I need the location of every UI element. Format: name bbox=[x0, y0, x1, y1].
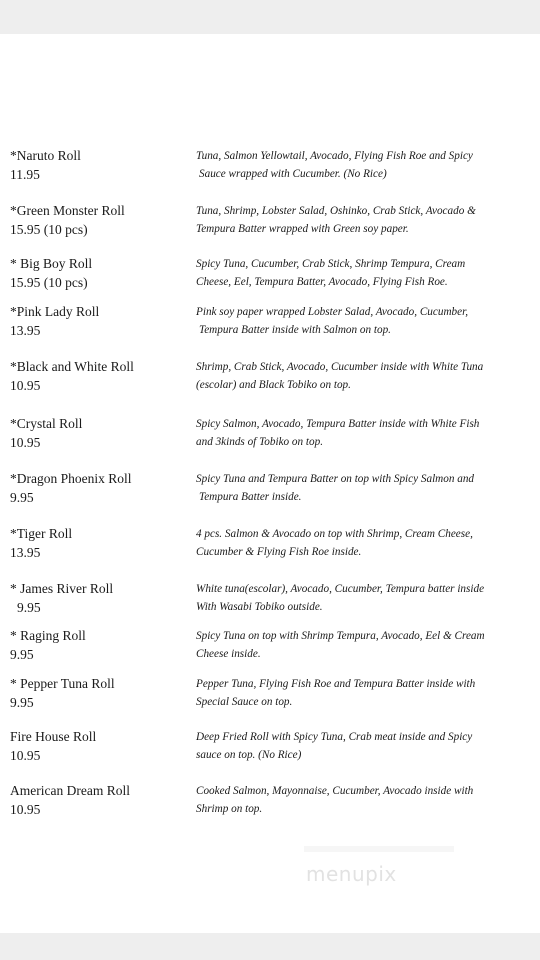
item-name: *Pink Lady Roll bbox=[10, 304, 100, 319]
bottom-gray-band bbox=[0, 933, 540, 960]
description-line: Tuna, Salmon Yellowtail, Avocado, Flying Fish Roe and Spicy bbox=[196, 150, 473, 162]
item-name: *Naruto Roll bbox=[10, 148, 81, 163]
item-description bbox=[196, 415, 526, 451]
item-price: 9.95 bbox=[10, 490, 34, 505]
item-description bbox=[196, 675, 526, 711]
item-price: 11.95 bbox=[10, 167, 40, 182]
description-line: Shrimp on top. bbox=[196, 803, 263, 815]
description-line: Cheese, Eel, Tempura Batter, Avocado, Flying Fish Roe. bbox=[196, 276, 448, 288]
item-description bbox=[196, 255, 526, 291]
description-line: Tempura Batter wrapped with Green soy paper. bbox=[196, 223, 409, 235]
item-name: *Green Monster Roll bbox=[10, 203, 125, 218]
item-description bbox=[196, 202, 526, 238]
watermark-faint-line bbox=[304, 846, 454, 852]
item-price: 15.95 (10 pcs) bbox=[10, 275, 88, 290]
description-line: Deep Fried Roll with Spicy Tuna, Crab meat inside and Spicy bbox=[196, 731, 473, 743]
description-line: and 3kinds of Tobiko on top. bbox=[196, 436, 324, 448]
item-description bbox=[196, 728, 526, 764]
description-line: Spicy Tuna on top with Shrimp Tempura, Avocado, Eel & Cream bbox=[196, 630, 485, 642]
menu-page bbox=[0, 34, 540, 933]
description-line: sauce on top. (No Rice) bbox=[196, 749, 302, 761]
item-name: American Dream Roll bbox=[10, 783, 130, 798]
item-price: 9.95 bbox=[17, 600, 41, 615]
description-line: Sauce wrapped with Cucumber. (No Rice) bbox=[199, 168, 387, 180]
item-price: 10.95 bbox=[10, 802, 41, 817]
item-name: * Big Boy Roll bbox=[10, 256, 93, 271]
item-price: 9.95 bbox=[10, 647, 34, 662]
description-line: Special Sauce on top. bbox=[196, 696, 293, 708]
description-line: Spicy Tuna, Cucumber, Crab Stick, Shrimp Tempura, Cream bbox=[196, 258, 466, 270]
item-description bbox=[196, 303, 526, 339]
menupix-watermark: menupix bbox=[306, 862, 397, 886]
description-line: Tuna, Shrimp, Lobster Salad, Oshinko, Crab Stick, Avocado & bbox=[196, 205, 476, 217]
description-line: Spicy Tuna and Tempura Batter on top with Spicy Salmon and bbox=[196, 473, 475, 485]
description-line: Pepper Tuna, Flying Fish Roe and Tempura Batter inside with bbox=[196, 678, 476, 690]
item-price: 10.95 bbox=[10, 748, 41, 763]
description-line: Tempura Batter inside. bbox=[199, 491, 302, 503]
item-price: 10.95 bbox=[10, 435, 41, 450]
item-price: 13.95 bbox=[10, 323, 41, 338]
item-price: 15.95 (10 pcs) bbox=[10, 222, 88, 237]
description-line: 4 pcs. Salmon & Avocado on top with Shrimp, Cream Cheese, bbox=[196, 528, 473, 540]
item-name: *Black and White Roll bbox=[10, 359, 134, 374]
item-description bbox=[196, 627, 526, 663]
description-line: (escolar) and Black Tobiko on top. bbox=[196, 379, 351, 391]
description-line: Cheese inside. bbox=[196, 648, 261, 660]
item-price: 10.95 bbox=[10, 378, 41, 393]
item-name: *Crystal Roll bbox=[10, 416, 83, 431]
item-description bbox=[196, 358, 526, 394]
description-line: Pink soy paper wrapped Lobster Salad, Avocado, Cucumber, bbox=[196, 306, 468, 318]
item-price: 13.95 bbox=[10, 545, 41, 560]
item-price: 9.95 bbox=[10, 695, 34, 710]
item-description bbox=[196, 147, 526, 183]
item-name: Fire House Roll bbox=[10, 729, 97, 744]
description-line: Spicy Salmon, Avocado, Tempura Batter inside with White Fish bbox=[196, 418, 480, 430]
item-name: *Tiger Roll bbox=[10, 526, 73, 541]
item-name: * Pepper Tuna Roll bbox=[10, 676, 115, 691]
item-description bbox=[196, 470, 526, 506]
item-description bbox=[196, 525, 526, 561]
description-line: Shrimp, Crab Stick, Avocado, Cucumber inside with White Tuna bbox=[196, 361, 484, 373]
description-line: With Wasabi Tobiko outside. bbox=[196, 601, 323, 613]
item-name: *Dragon Phoenix Roll bbox=[10, 471, 132, 486]
item-description bbox=[196, 782, 526, 818]
description-line: White tuna(escolar), Avocado, Cucumber, Tempura batter inside bbox=[196, 583, 485, 595]
description-line: Tempura Batter inside with Salmon on top. bbox=[199, 324, 391, 336]
description-line: Cooked Salmon, Mayonnaise, Cucumber, Avocado inside with bbox=[196, 785, 474, 797]
item-description bbox=[196, 580, 526, 616]
description-line: Cucumber & Flying Fish Roe inside. bbox=[196, 546, 362, 558]
top-gray-band bbox=[0, 0, 540, 34]
item-name: * James River Roll bbox=[10, 581, 114, 596]
item-name: * Raging Roll bbox=[10, 628, 86, 643]
